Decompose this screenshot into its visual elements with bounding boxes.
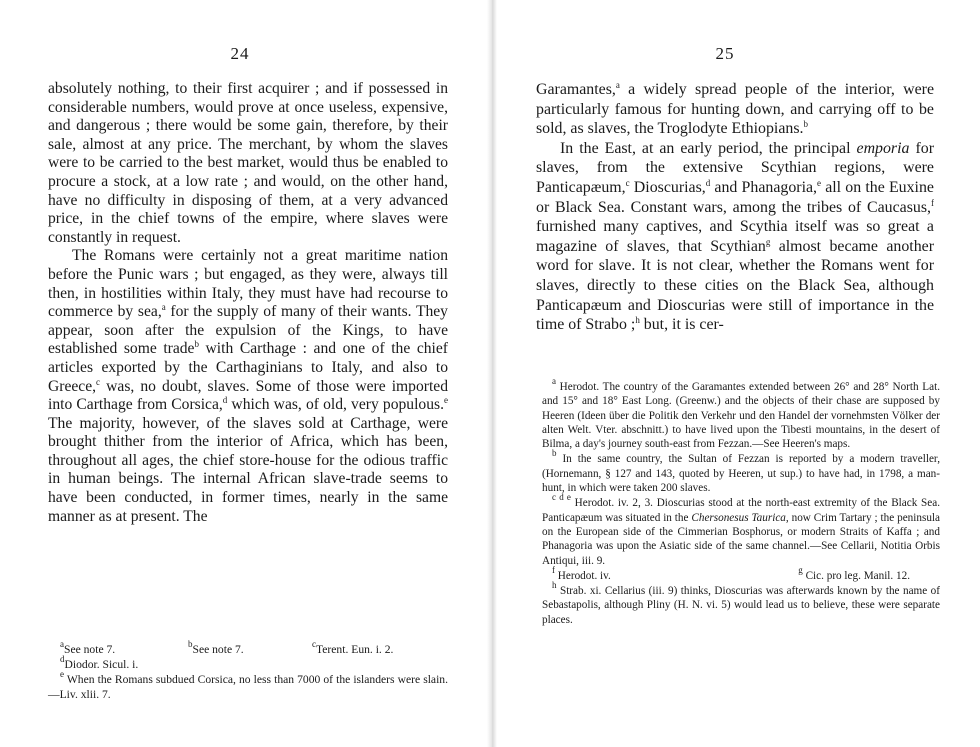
footnote-a: $^a$See note 7.	[60, 639, 116, 656]
footnote-ref: c	[625, 177, 630, 188]
right-footnotes	[542, 376, 940, 628]
footnote-b: $^b$ In the same country, the Sultan of Fezzan is reported by a modern traveller, (Hornemann, § 127 and 143, quoted by Heeren, ut sup.) to have had, in 1798, a man-hunt, in which were taken 200 slaves.	[542, 448, 940, 495]
footnote-ref: g	[765, 236, 771, 247]
right-body-text	[536, 80, 934, 335]
right-paragraph-1: Garamantes,$^a$ a widely spread people of the interior, were particularly famous for hunting down, and carrying off to be sold, as slaves, the Troglodyte Ethiopians.$^b$	[536, 80, 934, 138]
left-paragraph-2: The Romans were certainly not a great maritime nation before the Punic wars ; but engaged, as they were, always till then, in hostilities within Italy, they must have had recourse to commerce by sea,$^a$ for the supply of many of their wants. They appear, soon after the expulsion of the Kings, to have established some trade$^b$ with Carthage : and one of the chief articles exported by the Carthaginians to Italy, and also to Greece,$^c$ was, no doubt, slaves. Some of those were imported into Carthage from Corsica,$^d$ which was, of old, very populous.$^e$ The majority, however, of the slaves sold at Carthage, were brought thither from the interior of Africa, which has been, throughout all ages, the chief store-house for the odious traffic in human beings. The internal African slave-trade seems to have been conducted, in former times, nearly in the same manner as at present. The	[48, 247, 448, 525]
left-footnotes	[48, 639, 448, 702]
footnote-g: $^g$ Cic. pro leg. Manil. 12.	[798, 564, 910, 582]
footnote-e: $^e$ When the Romans subdued Corsica, no less than 7000 of the islanders were slain.—Liv. xlii. 7.	[48, 669, 448, 701]
book-gutter	[487, 0, 497, 747]
footnote-f-g	[542, 564, 940, 583]
footnote-c: $^c$Terent. Eun. i. 2.	[312, 639, 394, 656]
footnote-a: $^a$ Herodot. The country of the Garamantes extended between 26° and 28° North Lat. and 15° and 18° East Long. (Greenw.) and the objects of their chase are supposed by Heeren (Ideen über die Politik den Verkehr und den Handel der vornehmsten Völker der alten Welt. Vter. abschnitt.) to have lived upon the Tibesti mountains, in the desert of Bilma, a day's journey south-east from Fezzan.—See Heeren's maps.	[542, 376, 940, 451]
footnote-b: $^b$See note 7.	[188, 639, 244, 656]
footnote-ref: b	[803, 119, 808, 130]
footnote-f: $^f$ Herodot. iv.	[552, 564, 611, 582]
footnote-ref: a	[615, 80, 620, 90]
footnote-ref: c	[96, 376, 101, 387]
footnote-ref: e	[817, 177, 822, 188]
footnote-ref: f	[931, 197, 934, 208]
footnote-ref: b	[194, 339, 199, 350]
footnote-ref: a	[161, 302, 166, 313]
left-body-text	[48, 80, 448, 526]
footnote-ref: d	[222, 395, 228, 406]
footnote-ref: h	[635, 315, 640, 326]
footnote-cde: $^{c d e}$ Herodot. iv. 2, 3. Dioscurias stood at the north-east extremity of the Black Sea. Panticapæum was situated in the Chersonesus Taurica, now Crim Tartary ; the peninsula on the European side of the Cimmerian Bosphorus, or modern Straits of Kaffa ; and Phanagoria was upon the Asiatic side of the same channel.—See Cellarii, Notitia Orbis Antiqui, iii. 9.	[542, 492, 940, 567]
right-page-number: 25	[715, 44, 735, 63]
footnote-ref: d	[705, 177, 711, 188]
footnote-row	[48, 639, 448, 657]
footnote-d: $^d$Diodor. Sicul. i.	[60, 654, 139, 671]
left-paragraph-1: absolutely nothing, to their first acquirer ; and if possessed in considerable numbers, would prove at once useless, expensive, and dangerous ; there would be some gain, therefore, by their sale, almost at any price. The merchant, by whom the slaves were to be carried to the best market, would thus be enabled to procure a stock, at a low rate ; and would, on the other hand, have no difficulty in disposing of them, at a very advanced price, in the chief towns of the empire, where slaves were constantly in request.	[48, 80, 448, 246]
footnote-h: $^h$ Strab. xi. Cellarius (iii. 9) thinks, Dioscurias was afterwards known by the name of Sebastapolis, although Pliny (H. N. vi. 5) would lead us to believe, these were separate places.	[542, 580, 940, 626]
footnote-ref: e	[443, 395, 448, 406]
right-paragraph-2: In the East, at an early period, the principal emporia for slaves, from the extensive Scythian regions, were Panticapæum,$^c$ Dioscurias,$^d$ and Phanagoria,$^e$ all on the Euxine or Black Sea. Constant wars, among the tribes of Caucasus,$^f$ furnished many captives, and Scythia itself was so great a magazine of slaves, that Scythian$^g$ almost became another word for slave. It is not clear, whether the Romans went for slaves, directly to these cities on the Black Sea, although Panticapæum and Dioscurias were still of importance in the time of Strabo ;$^h$ but, it is cer-	[536, 139, 934, 334]
left-page-number: 24	[230, 44, 250, 63]
